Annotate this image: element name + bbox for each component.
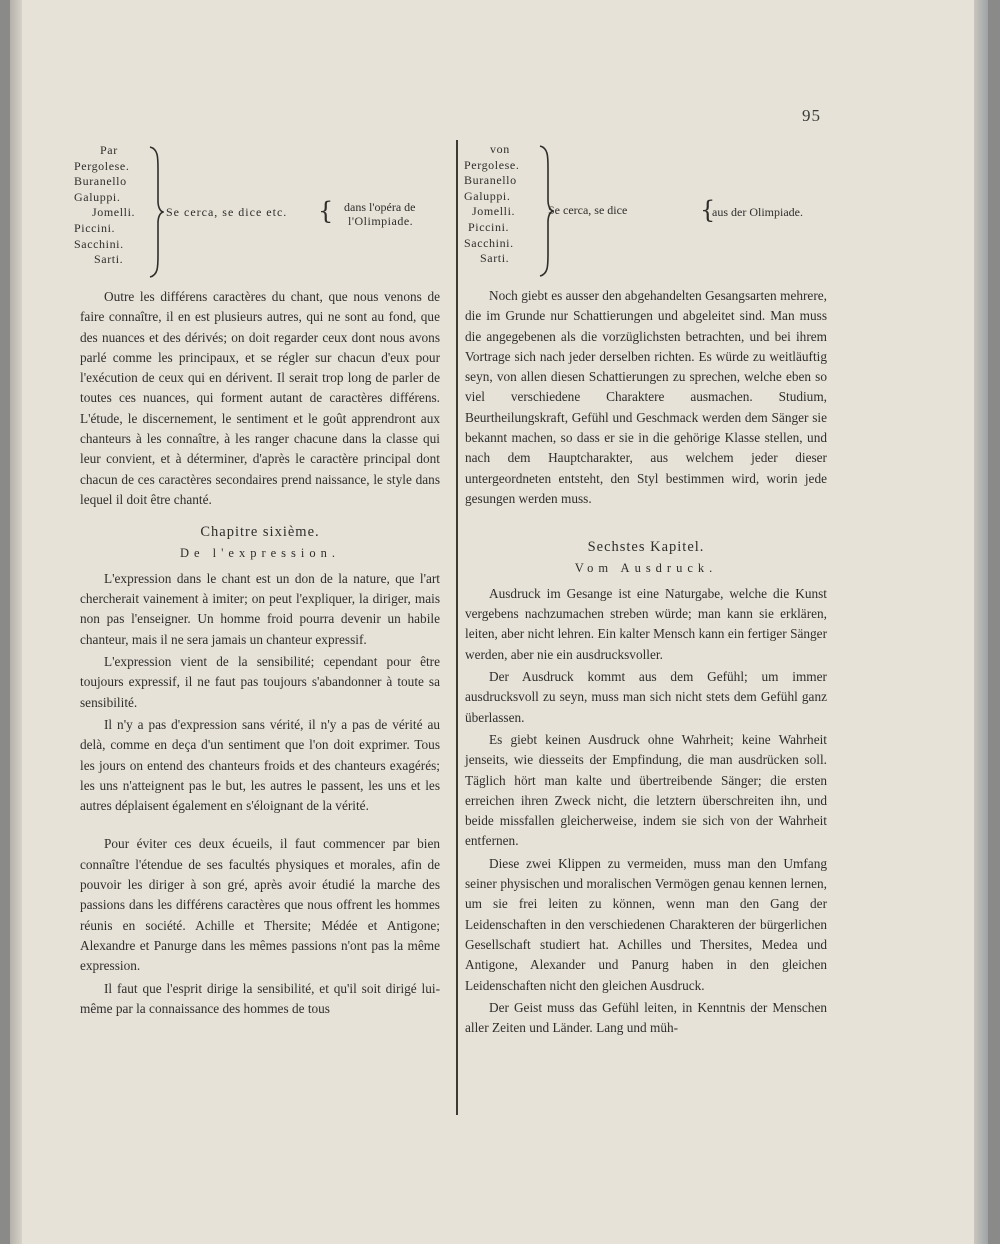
left-chapter-subtitle: De l'expression. [179,545,340,560]
left-composer: Galuppi. [74,189,121,204]
page-spine-shadow [10,0,22,1244]
left-paragraph: Pour éviter ces deux écueils, il faut commencer par bien connaître l'étendue de ses facultés physiques et morales, afin de pouvoir les diriger à son gré, après avoir étudié la marche des passions dans les différens caractères que nous offrent les hommes réunis en société. Achille et Thersite; Médée et Antigone; Alexandre et Panurge dans les mêmes passions n'ont pas la même expression. [80,836,440,974]
left-composer: Piccini. [74,220,116,235]
right-composer-list [464,142,519,267]
right-chapter-subtitle: Vom Ausdruck. [574,560,718,575]
right-paragraph: Diese zwei Klippen zu vermeiden, muss man den Umfang seiner physischen und moralischen Vermögen genau kennen lernen, um sie frei leiten zu können, wenn man den Gang der Leidenschaften in den verschiedenen Charakteren der bürgerlichen Gesellschaft studiert hat. Achilles und Thersites, Medea und Antigone, Alexander und Panurg haben in den gleichen Leidenschaften nicht den gleichen Ausdruck. [465,855,827,993]
right-composer: Galuppi. [464,188,511,203]
right-composer-label: von [490,142,510,156]
left-paragraph: L'expression dans le chant est un don de la nature, que l'art chercherait vainement à imiter; on peut l'expliquer, la diriger, mais non pas l'enseigner. Un homme froid pourra devenir un habile chanteur, mais il ne sera jamais un chanteur expressif. [80,570,440,647]
page-number: 95 [802,106,821,125]
right-chapter-title: Sechstes Kapitel. [587,539,705,556]
right-paragraph: Der Geist muss das Gefühl leiten, in Kenntnis der Menschen aller Zeiten und Länder. Lang und müh- [465,999,827,1036]
right-paragraph: Der Ausdruck kommt aus dem Gefühl; um immer ausdrucksvoll zu seyn, muss man sich nicht stets dem Gefühl ganz überlassen. [465,669,827,725]
left-paragraph: Il faut que l'esprit dirige la sensibilité, et qu'il soit dirigé lui-même par la connaissance des hommes de tous [80,980,440,1016]
left-column [80,287,440,1021]
left-composer: Pergolese. [74,158,130,173]
left-paragraph: L'expression vient de la sensibilité; cependant pour être toujours expressif, il ne faut pas toujours s'abandonner à toute sa sensibilité. [80,654,440,710]
left-opera-line-2: l'Olimpiade. [348,214,414,228]
left-small-brace: { [318,197,334,225]
left-composer: Sarti. [94,252,124,267]
right-paragraph: Noch giebt es ausser den abgehandelten Gesangsarten mehrere, die im Grunde nur Schattierungen und abgeleitet sind. Man muss die angegebenen als die vorzüglichsten betrachten, und bei ihrem Vortrage sich nach jeder derselben richten. Es würde zu weitläuftig seyn, von allen diesen Schattierungen zu sprechen, welche eben so viel verschiedene Charaktere ausmachen. Studium, Beurtheilungskraft, Gefühl und Geschmack werden dem Sänger sie bekannt machen, so dass er sie in die gehörige Klasse stellen, und nach dem Hauptcharakter, aus welchem jeder dieser untergeordneten entsteht, den Styl bestimmen wird, worin jede gesungen werden muss. [465,288,827,506]
right-composer: Sacchini. [464,235,514,250]
left-paragraph: Outre les différens caractères du chant, que nous venons de faire connaître, il en est plusieurs autres, qui ne sont au fond, que des nuances et des dérivés; on doit regarder ceux dont nous avons parlé comme les principaux, et se régler sur chacun d'eux pour l'exécution de ceux qui en dérivent. Il serait trop long de parler de toutes ces nuances, qui forment autant de caractères différens. L'étude, le discernement, le sentiment et le goût apprendront aux chanteurs à les connaître, à les ranger chacune dans la classe qui leur convient, et à déterminer, d'après le caractère principal dont chacun de ces caractères secondaires prend naissance, le style dans lequel il doit être chanté. [80,289,440,507]
right-paragraph: Es giebt keinen Ausdruck ohne Wahrheit; keine Wahrheit jenseits, wie diesseits der Empfindung, die man ausdrücken soll. Täglich hört man kalte und übertreibende Sänger; die ersten erreichen ihren Zweck nicht, die letztern überschreiten ihn, und beide missfallen gleicherweise, indem sie sich von der Wahrheit entfernen. [465,731,827,849]
right-composer: Pergolese. [464,157,520,172]
right-composer: Buranello [464,173,517,188]
left-opera-line-1: dans l'opéra de [344,200,416,214]
book-page [10,0,988,1244]
right-composer: Sarti. [480,251,510,266]
left-composer-list [74,143,135,268]
right-composer: Jomelli. [472,204,516,219]
left-composer: Sacchini. [74,236,124,251]
left-composer: Buranello [74,174,127,189]
right-aria-title: Se cerca, se dice [548,203,628,217]
column-divider [456,140,458,1115]
left-paragraph: Il n'y a pas d'expression sans vérité, il n'y a pas de vérité au delà, comme en deça d'un sentiment que l'on doit exprimer. Tous les jours on entend des chanteurs froids et des chanteurs exagérés; les uns n'atteignent pas le but, les autres le passent, les uns et les autres déplaisent également en s'éloignant de la vérité. [80,716,440,814]
page-edge [974,0,988,1244]
right-opera-line: aus der Olimpiade. [712,205,803,219]
left-chapter-title: Chapitre sixième. [200,524,320,541]
right-composer: Piccini. [468,219,510,234]
right-paragraph: Ausdruck im Gesange ist eine Naturgabe, welche die Kunst vergebens nachzumachen streben würde; man kann sie erklären, leiten, aber nicht lehren. Ein kalter Mensch kann ein fertiger Sänger werden, aber nie ein ausdrucksvoller. [465,585,827,662]
right-small-brace: { [700,196,716,224]
left-large-brace [148,145,164,279]
left-composer-label: Par [100,143,118,157]
left-composer: Jomelli. [92,205,136,220]
right-column [465,286,827,1040]
left-aria-title: Se cerca, se dice etc. [166,205,288,219]
